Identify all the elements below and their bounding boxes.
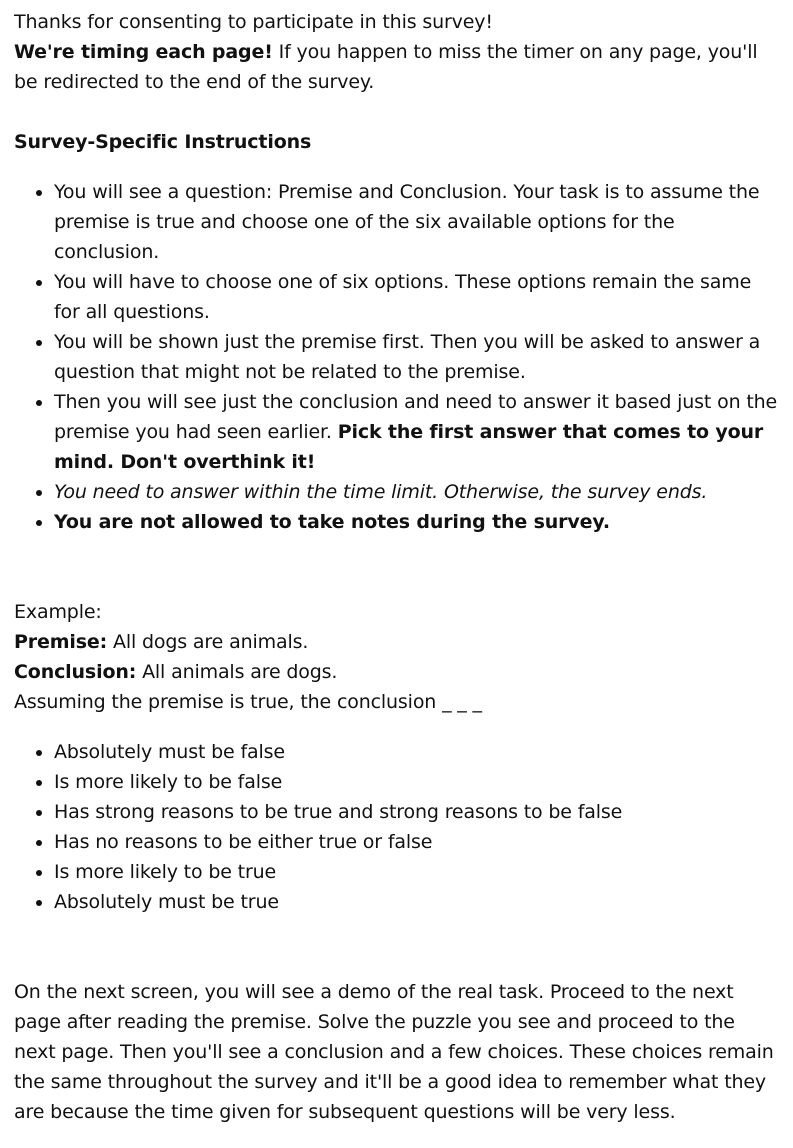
instruction-item-text: Then you will see just the conclusion and need to answer it based just on the premise you had seen earlier. (54, 391, 778, 443)
spacer (14, 97, 781, 127)
answer-option: • Has no reasons to be either true or false (54, 827, 781, 857)
instruction-item-bold: Pick the first answer that comes to your mind. Don't overthink it! (54, 421, 764, 473)
answer-option: • Is more likely to be true (54, 857, 781, 887)
thanks-text: Thanks for consenting to participate in this survey! (14, 11, 493, 33)
instruction-item: • You will be shown just the premise first. Then you will be asked to answer a question that might not be related to the premise. (54, 327, 781, 387)
example-label: Example: (14, 601, 102, 623)
premise-label: Premise: (14, 631, 108, 653)
answer-options-list (14, 737, 781, 917)
timing-notice-bold: We're timing each page! (14, 41, 273, 63)
timing-notice-rest: If you happen to miss the timer on any page, you'll be redirected to the end of the survey. (14, 41, 758, 93)
instruction-item (54, 387, 781, 477)
example-assumption: Assuming the premise is true, the conclusion _ _ _ (14, 691, 482, 713)
spacer (14, 537, 781, 597)
instructions-list (14, 177, 781, 537)
spacer (14, 917, 781, 977)
timing-notice (14, 37, 781, 97)
instruction-item: • You will see a question: Premise and Conclusion. Your task is to assume the premise is true and choose one of the six available options for the conclusion. (54, 177, 781, 267)
instructions-heading: Survey-Specific Instructions (14, 131, 312, 153)
answer-option: • Has strong reasons to be true and strong reasons to be false (54, 797, 781, 827)
instruction-item-no-notes: • You are not allowed to take notes during the survey. (54, 507, 781, 537)
example-conclusion (14, 657, 781, 687)
answer-option: • Absolutely must be true (54, 887, 781, 917)
example-premise (14, 627, 781, 657)
instruction-item-time-limit: • You need to answer within the time limit. Otherwise, the survey ends. (54, 477, 781, 507)
instruction-item: • You will have to choose one of six options. These options remain the same for all questions. (54, 267, 781, 327)
closing-paragraph: On the next screen, you will see a demo of the real task. Proceed to the next page after reading the premise. Solve the puzzle you see and proceed to the next page. Then you'll see a conclusion and a few choices. These choices remain the same throughout the survey and it'll be a good idea to remember what they are because the time given for subsequent questions will be very less. (14, 981, 774, 1123)
premise-text: All dogs are animals. (107, 631, 309, 653)
answer-option: • Is more likely to be false (54, 767, 781, 797)
conclusion-label: Conclusion: (14, 661, 137, 683)
conclusion-text: All animals are dogs. (136, 661, 338, 683)
answer-option: • Absolutely must be false (54, 737, 781, 767)
